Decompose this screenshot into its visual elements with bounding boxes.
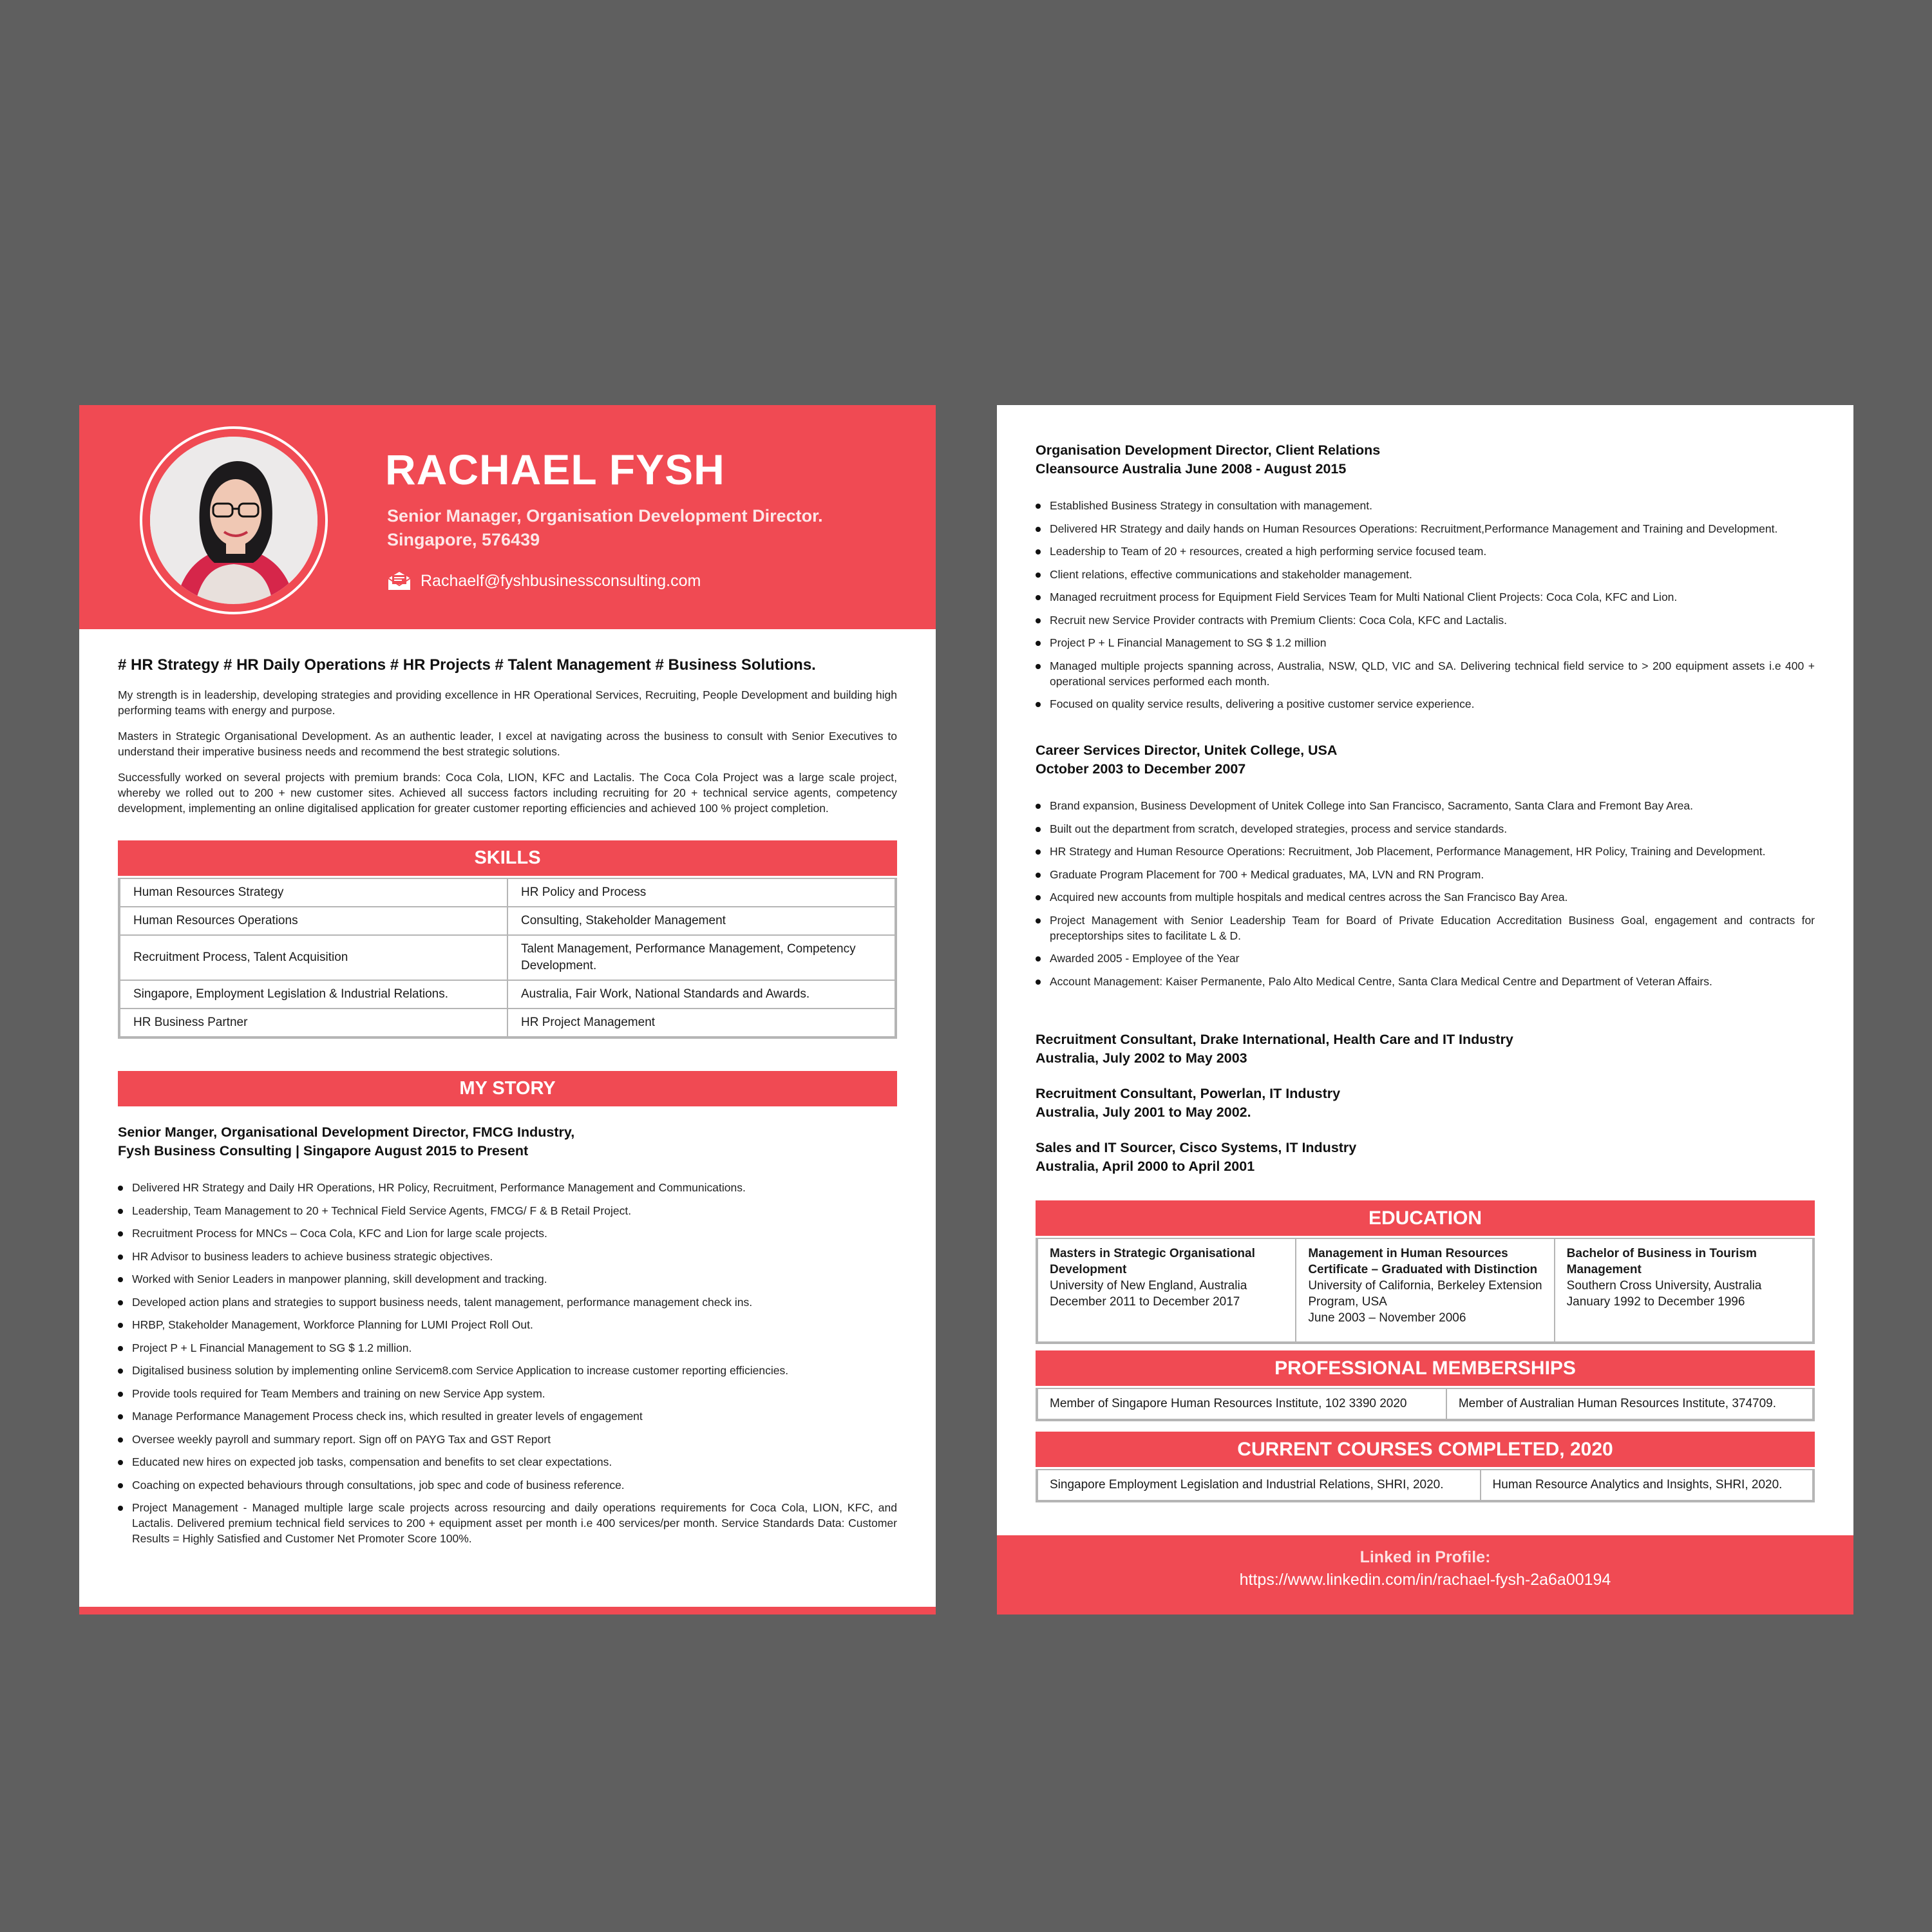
table-row xyxy=(1037,1238,1813,1342)
envelope-icon xyxy=(387,571,412,591)
list-item: HR Strategy and Human Resource Operations: Recruitment, Job Placement, Performance Management, HR Policy, Training and Development. xyxy=(1036,844,1815,859)
table-row xyxy=(120,935,895,980)
list-item: Delivered HR Strategy and Daily HR Operations, HR Policy, Recruitment, Performance Management and Communications. xyxy=(118,1180,897,1195)
membership-cell: Member of Singapore Human Resources Institute, 102 3390 2020 xyxy=(1037,1388,1446,1419)
story-job-title xyxy=(118,1123,897,1160)
linkedin-footer xyxy=(997,1535,1853,1615)
list-item: Built out the department from scratch, developed strategies, process and service standards. xyxy=(1036,821,1815,837)
education-heading: EDUCATION xyxy=(1036,1200,1815,1236)
degree-detail: University of New England, Australia xyxy=(1050,1278,1247,1293)
linkedin-url[interactable]: https://www.linkedin.com/in/rachael-fysh-2a6a00194 xyxy=(1239,1571,1611,1589)
list-item: Digitalised business solution by implementing online Servicem8.com Service Application to increase customer reporting efficiencies. xyxy=(118,1363,897,1378)
skill-cell: Recruitment Process, Talent Acquisition xyxy=(120,935,507,980)
job-title xyxy=(1036,1139,1815,1176)
table-row xyxy=(120,907,895,935)
job-title-line: Australia, July 2001 to May 2002. xyxy=(1036,1104,1251,1120)
hashtags: # HR Strategy # HR Daily Operations # HR Projects # Talent Management # Business Solutions. xyxy=(118,656,816,674)
subtitle-role: Senior Manager, Organisation Development Director. xyxy=(387,506,823,526)
list-item: HR Advisor to business leaders to achieve business strategic objectives. xyxy=(118,1249,897,1264)
job-title-line: Senior Manger, Organisational Development Director, FMCG Industry, xyxy=(118,1124,575,1140)
job-title-line: Australia, April 2000 to April 2001 xyxy=(1036,1158,1255,1174)
table-row xyxy=(1037,1470,1813,1501)
skills-table xyxy=(118,878,897,1039)
skill-cell: Consulting, Stakeholder Management xyxy=(507,907,895,935)
summary-paragraph: Successfully worked on several projects with premium brands: Coca Cola, LION, KFC and Lactalis. The Coca Cola Project was a large scale project, whereby we rolled out to 200 + new customer sites. Achieved all success factors including recruiting for 20 + technical service agents, competency development, implementing an online digitalised application for greater customer reporting efficiencies and achieved 100 % project completion. xyxy=(118,771,897,815)
header-banner xyxy=(79,405,936,629)
courses-table xyxy=(1036,1469,1815,1502)
story-bullets xyxy=(118,1180,897,1546)
list-item: Project P + L Financial Management to SG $ 1.2 million. xyxy=(118,1340,897,1356)
memberships-table xyxy=(1036,1388,1815,1421)
job-title-line: Recruitment Consultant, Drake International, Health Care and IT Industry xyxy=(1036,1031,1513,1047)
list-item: Account Management: Kaiser Permanente, Palo Alto Medical Centre, Santa Clara Medical Centre and Department of Veteran Affairs. xyxy=(1036,974,1815,989)
table-row xyxy=(120,1009,895,1037)
summary-paragraph: Masters in Strategic Organisational Development. As an authentic leader, I excel at navigating across the business to consult with Senior Executives to understand their imperative business needs and recommend the best strategic solutions. xyxy=(118,730,897,758)
memberships-heading: PROFESSIONAL MEMBERSHIPS xyxy=(1036,1350,1815,1386)
skill-cell: Human Resources Operations xyxy=(120,907,507,935)
list-item: Acquired new accounts from multiple hospitals and medical centres across the San Francisco Bay Area. xyxy=(1036,889,1815,905)
job-title xyxy=(1036,1030,1815,1068)
list-item: Managed recruitment process for Equipment Field Services Team for Multi National Client Projects: Coca Cola, KFC and Lion. xyxy=(1036,589,1815,605)
table-row xyxy=(120,980,895,1009)
profile-photo-frame xyxy=(140,426,328,614)
list-item: Client relations, effective communications and stakeholder management. xyxy=(1036,567,1815,582)
job-bullets xyxy=(1036,498,1815,712)
degree-detail: June 2003 – November 2006 xyxy=(1308,1311,1466,1325)
candidate-name: RACHAEL FYSH xyxy=(385,446,725,493)
list-item: Provide tools required for Team Members and training on new Service App system. xyxy=(118,1386,897,1401)
email-row xyxy=(387,571,701,591)
list-item: Developed action plans and strategies to support business needs, talent management, performance management check ins. xyxy=(118,1294,897,1310)
courses-heading: CURRENT COURSES COMPLETED, 2020 xyxy=(1036,1432,1815,1467)
resume-page-1 xyxy=(79,405,936,1615)
job-title-line: Cleansource Australia June 2008 - August 2015 xyxy=(1036,461,1347,477)
list-item: Worked with Senior Leaders in manpower planning, skill development and tracking. xyxy=(118,1271,897,1287)
degree-name: Masters in Strategic Organisational Development xyxy=(1050,1246,1255,1276)
list-item: Project Management - Managed multiple large scale projects across resourcing and daily operations requirements for Coca Cola, LION, KFC, and Lactalis. Delivered premium technical field services to 200 + equipment asset per month i.e 400 services/per month. Service Standards Data: Customer Results = Highly Satisfied and Customer Net Promoter Score 100%. xyxy=(118,1500,897,1546)
education-table xyxy=(1036,1238,1815,1344)
degree-detail: Southern Cross University, Australia xyxy=(1566,1278,1762,1293)
list-item: Coaching on expected behaviours through consultations, job spec and code of business reference. xyxy=(118,1477,897,1493)
list-item: Established Business Strategy in consultation with management. xyxy=(1036,498,1815,513)
job-title-line: October 2003 to December 2007 xyxy=(1036,761,1246,777)
table-row xyxy=(120,878,895,907)
page1-content xyxy=(79,656,936,1546)
table-row xyxy=(1037,1388,1813,1419)
resume-page-2 xyxy=(997,405,1853,1615)
list-item: Focused on quality service results, delivering a positive customer service experience. xyxy=(1036,696,1815,712)
skills-heading: SKILLS xyxy=(118,840,897,876)
skill-cell: HR Policy and Process xyxy=(507,878,895,907)
course-cell: Human Resource Analytics and Insights, SHRI, 2020. xyxy=(1481,1470,1813,1501)
subtitle-location: Singapore, 576439 xyxy=(387,530,540,549)
my-story-heading: MY STORY xyxy=(118,1071,897,1106)
list-item: Recruit new Service Provider contracts with Premium Clients: Coca Cola, KFC and Lactalis. xyxy=(1036,612,1815,628)
list-item: Educated new hires on expected job tasks, compensation and benefits to set clear expectations. xyxy=(118,1454,897,1470)
degree-name: Bachelor of Business in Tourism Management xyxy=(1566,1246,1757,1276)
skill-cell: HR Project Management xyxy=(507,1009,895,1037)
list-item: Oversee weekly payroll and summary report. Sign off on PAYG Tax and GST Report xyxy=(118,1432,897,1447)
job-title xyxy=(1036,441,1815,478)
education-cell xyxy=(1037,1238,1296,1342)
list-item: Graduate Program Placement for 700 + Medical graduates, MA, LVN and RN Program. xyxy=(1036,867,1815,882)
skill-cell: Talent Management, Performance Management, Competency Development. xyxy=(507,935,895,980)
list-item: Leadership to Team of 20 + resources, created a high performing service focused team. xyxy=(1036,544,1815,559)
course-cell: Singapore Employment Legislation and Industrial Relations, SHRI, 2020. xyxy=(1037,1470,1481,1501)
education-cell xyxy=(1296,1238,1554,1342)
list-item: Awarded 2005 - Employee of the Year xyxy=(1036,951,1815,966)
list-item: Brand expansion, Business Development of Unitek College into San Francisco, Sacramento, Santa Clara and Fremont Bay Area. xyxy=(1036,798,1815,813)
list-item: Leadership, Team Management to 20 + Technical Field Service Agents, FMCG/ F & B Retail Project. xyxy=(118,1203,897,1218)
skill-cell: Human Resources Strategy xyxy=(120,878,507,907)
skill-cell: Australia, Fair Work, National Standards and Awards. xyxy=(507,980,895,1009)
email-link[interactable]: Rachaelf@fyshbusinessconsulting.com xyxy=(421,571,701,590)
job-title-line: Sales and IT Sourcer, Cisco Systems, IT Industry xyxy=(1036,1139,1357,1155)
list-item: Project P + L Financial Management to SG $ 1.2 million xyxy=(1036,635,1815,650)
job-bullets xyxy=(1036,798,1815,989)
job-title xyxy=(1036,1084,1815,1122)
candidate-subtitle xyxy=(387,504,823,552)
job-title-line: Fysh Business Consulting | Singapore August 2015 to Present xyxy=(118,1143,529,1159)
degree-detail: University of California, Berkeley Extension Program, USA xyxy=(1308,1278,1542,1309)
page2-content xyxy=(997,441,1853,1502)
profile-photo xyxy=(150,437,317,604)
list-item: Recruitment Process for MNCs – Coca Cola, KFC and Lion for large scale projects. xyxy=(118,1226,897,1241)
bottom-accent-strip xyxy=(79,1607,936,1615)
membership-cell: Member of Australian Human Resources Institute, 374709. xyxy=(1446,1388,1813,1419)
list-item: Manage Performance Management Process check ins, which resulted in greater levels of engagement xyxy=(118,1408,897,1424)
skill-cell: Singapore, Employment Legislation & Industrial Relations. xyxy=(120,980,507,1009)
education-cell xyxy=(1555,1238,1813,1342)
job-title xyxy=(1036,741,1815,779)
linkedin-label: Linked in Profile: xyxy=(1359,1548,1491,1566)
job-title-line: Organisation Development Director, Client Relations xyxy=(1036,442,1381,458)
degree-name: Management in Human Resources Certificate – Graduated with Distinction xyxy=(1308,1246,1538,1276)
job-title-line: Recruitment Consultant, Powerlan, IT Industry xyxy=(1036,1085,1341,1101)
job-title-line: Career Services Director, Unitek College, USA xyxy=(1036,743,1338,758)
skill-cell: HR Business Partner xyxy=(120,1009,507,1037)
list-item: Delivered HR Strategy and daily hands on Human Resources Operations: Recruitment,Performance Management and Training and Development. xyxy=(1036,521,1815,536)
job-title-line: Australia, July 2002 to May 2003 xyxy=(1036,1050,1247,1066)
list-item: Managed multiple projects spanning across, Australia, NSW, QLD, VIC and SA. Delivering technical field service to > 200 equipment assets i.e 400 + operational services performed each month. xyxy=(1036,658,1815,689)
list-item: HRBP, Stakeholder Management, Workforce Planning for LUMI Project Roll Out. xyxy=(118,1317,897,1332)
list-item: Project Management with Senior Leadership Team for Board of Private Education Accreditation Business Goal, engagement and contracts for preceptorships sites to facilitate L & D. xyxy=(1036,913,1815,943)
degree-detail: January 1992 to December 1996 xyxy=(1566,1294,1745,1309)
degree-detail: December 2011 to December 2017 xyxy=(1050,1294,1240,1309)
summary-paragraph: My strength is in leadership, developing strategies and providing excellence in HR Operational Services, Recruiting, People Development and building high performing teams with energy and purpose. xyxy=(118,688,897,717)
